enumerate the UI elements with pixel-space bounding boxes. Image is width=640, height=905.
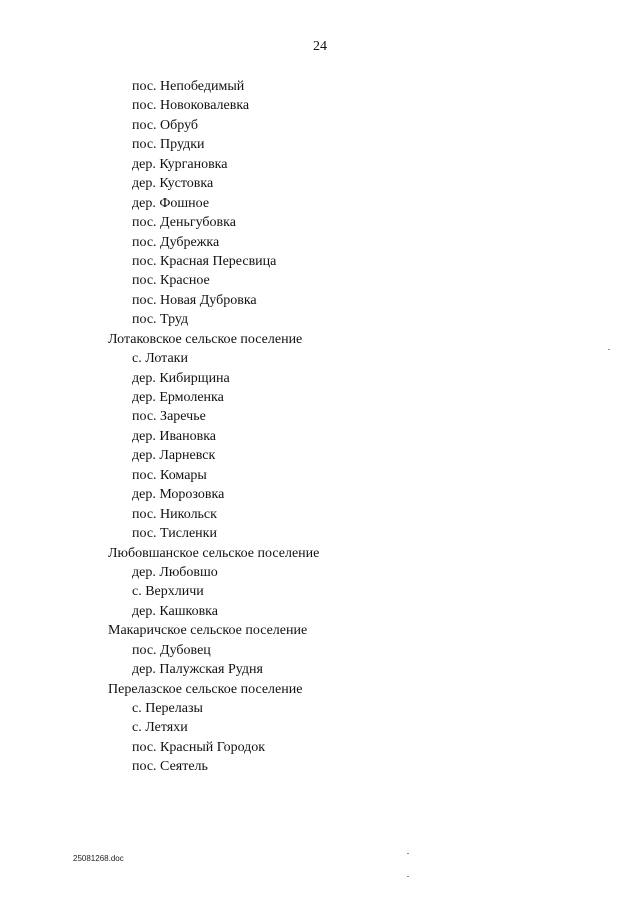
settlement-item: дер. Кургановка [132,156,228,172]
settlement-item: пос. Обруб [132,117,199,133]
settlement-group-heading: Перелазское сельское поселение [108,681,303,697]
settlement-item: пос. Труд [132,312,189,328]
settlement-item: с. Перелазы [132,701,203,716]
settlement-group-heading: Макаричское сельское поселение [108,623,308,639]
settlement-item: дер. Ивановка [132,428,216,444]
settlement-item: дер. Ермоленка [132,390,224,405]
settlement-item: дер. Морозовка [132,487,225,503]
scan-speck [407,853,409,854]
settlement-list [108,77,319,777]
settlement-item: пос. Прудки [132,137,205,153]
settlement-item: пос. Непобедимый [132,79,245,94]
settlement-item: пос. Новоковалевка [132,98,250,114]
settlement-item: дер. Фошное [132,195,210,211]
settlement-item: пос. Красный Городок [132,739,266,755]
settlement-item: пос. Комары [132,467,207,483]
settlement-item: пос. Дубовец [132,642,211,658]
settlement-item: дер. Любовшо [132,564,218,580]
settlement-item: дер. Кустовка [132,176,214,192]
scan-speck [407,876,409,877]
settlement-item: пос. Заречье [132,409,206,425]
settlement-item: пос. Сеятель [132,759,208,775]
settlement-item: пос. Дубрежка [132,234,220,250]
settlement-item: пос. Деньгубовка [132,215,236,231]
settlement-item: пос. Красная Пересвица [132,253,277,269]
settlement-item: дер. Кибирщина [132,370,230,386]
settlement-item: дер. Кашковка [132,603,218,619]
footer-filename: 25081268.doc [73,854,124,863]
settlement-item: с. Летяхи [132,720,188,736]
settlement-item: дер. Ларневск [132,448,216,464]
page-number: 24 [313,39,327,54]
settlement-item: дер. Палужская Рудня [132,662,263,678]
settlement-item: пос. Новая Дубровка [132,292,257,308]
settlement-item: с. Верхличи [132,584,204,600]
settlement-item: пос. Никольск [132,506,217,522]
scan-speck [608,349,610,350]
settlement-item: пос. Тисленки [132,526,217,542]
settlement-item: с. Лотаки [132,351,188,367]
settlement-group-heading: Лотаковское сельское поселение [108,331,303,347]
settlement-item: пос. Красное [132,273,210,289]
settlement-group-heading: Любовшанское сельское поселение [108,545,320,561]
